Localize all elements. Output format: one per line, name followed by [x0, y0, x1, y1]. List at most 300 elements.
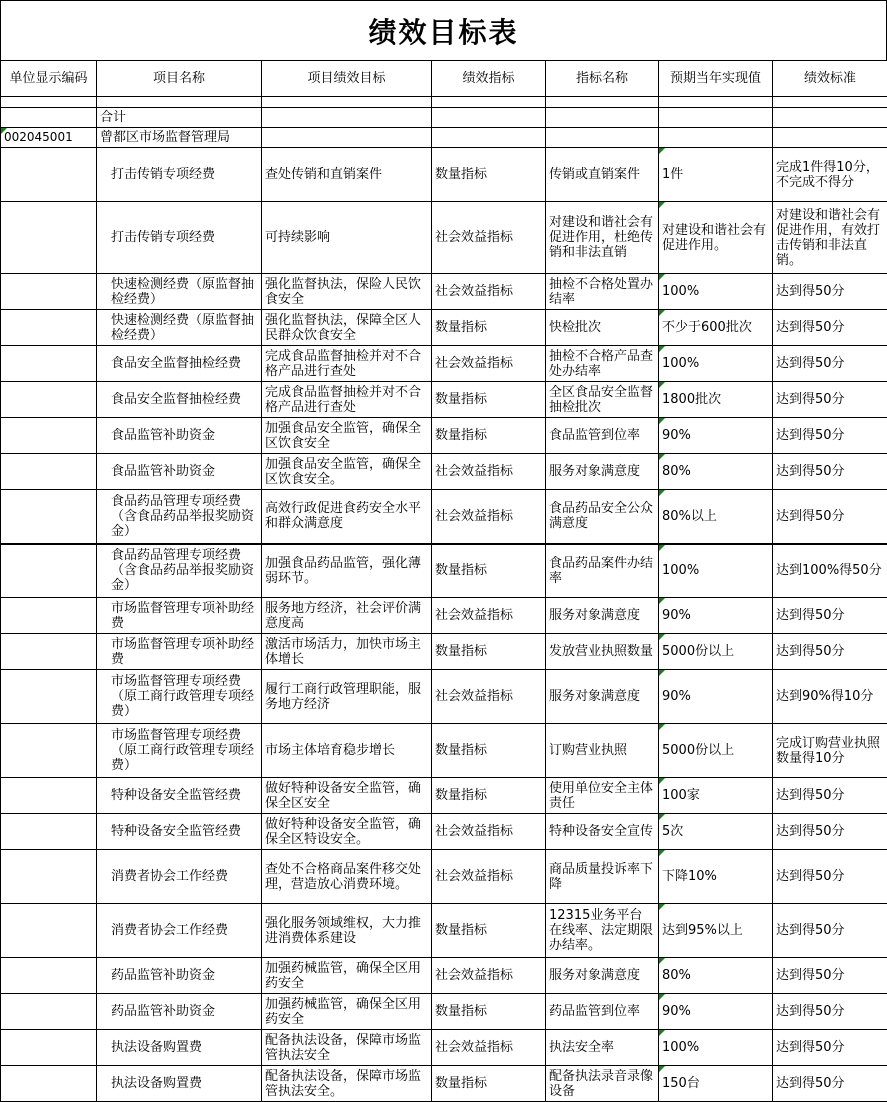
project-goal-cell[interactable]: [262, 598, 432, 634]
standard-text: 达到得50分: [776, 428, 845, 443]
project-goal-text: 加强食品安全监管，确保全区饮食安全。: [265, 457, 421, 487]
table-cell[interactable]: [1, 97, 97, 108]
project-goal-cell[interactable]: [262, 1030, 432, 1066]
indicator-type-text: 数量指标: [435, 743, 487, 758]
indicator-type-cell[interactable]: [432, 490, 546, 544]
indicator-type-cell[interactable]: [432, 1030, 546, 1066]
table-cell[interactable]: [546, 108, 659, 128]
indicator-name-text: 对建设和谐社会有促进作用，杜绝传销和非法直销: [549, 215, 653, 260]
expected-value-text: 达到95%以上: [662, 923, 743, 938]
project-name-text: 食品监管补助资金: [111, 428, 215, 443]
table-cell[interactable]: [1, 108, 97, 128]
expected-value-cell[interactable]: [659, 310, 773, 346]
expected-value-text: 100%: [662, 356, 699, 371]
code-cell[interactable]: [1, 904, 97, 958]
project-name-cell[interactable]: [97, 490, 262, 544]
cell-marker-icon: [659, 310, 665, 316]
project-name-cell[interactable]: [97, 202, 262, 274]
standard-cell[interactable]: [773, 1066, 887, 1102]
project-name-cell[interactable]: [97, 994, 262, 1030]
code-cell[interactable]: [1, 544, 97, 598]
indicator-type-text: 社会效益指标: [435, 509, 513, 524]
standard-text: 达到得50分: [776, 644, 845, 659]
code-cell[interactable]: [1, 1030, 97, 1066]
table-row: [1, 994, 887, 1030]
table-row: [1, 850, 887, 904]
indicator-type-text: 数量指标: [435, 392, 487, 407]
indicator-type-cell[interactable]: [432, 634, 546, 670]
standard-cell[interactable]: [773, 634, 887, 670]
indicator-name-text: 服务对象满意度: [549, 464, 640, 479]
standard-cell[interactable]: [773, 148, 887, 202]
table-cell[interactable]: [773, 128, 887, 148]
indicator-type-cell[interactable]: [432, 778, 546, 814]
indicator-name-cell[interactable]: [546, 1030, 659, 1066]
project-goal-cell[interactable]: [262, 634, 432, 670]
indicator-name-text: 配备执法录音录像设备: [549, 1069, 653, 1099]
expected-value-text: 5000份以上: [662, 743, 734, 758]
indicator-type-cell[interactable]: [432, 202, 546, 274]
expected-value-cell[interactable]: [659, 850, 773, 904]
project-goal-cell[interactable]: [262, 148, 432, 202]
unit-code: 002045001: [4, 130, 73, 144]
project-goal-cell[interactable]: [262, 814, 432, 850]
indicator-type-cell[interactable]: [432, 454, 546, 490]
indicator-type-text: 社会效益指标: [435, 968, 513, 983]
table-row: [1, 382, 887, 418]
project-name-cell[interactable]: [97, 274, 262, 310]
project-goal-cell[interactable]: [262, 850, 432, 904]
standard-cell[interactable]: [773, 724, 887, 778]
indicator-name-cell[interactable]: [546, 382, 659, 418]
indicator-type-cell[interactable]: [432, 994, 546, 1030]
indicator-type-text: 数量指标: [435, 1004, 487, 1019]
project-goal-cell[interactable]: [262, 382, 432, 418]
code-cell[interactable]: [1, 724, 97, 778]
expected-value-cell[interactable]: [659, 778, 773, 814]
code-cell[interactable]: [1, 1066, 97, 1102]
project-goal-text: 强化监督执法，保障全区人民群众饮食安全: [265, 313, 421, 343]
table-row: [1, 724, 887, 778]
expected-value-text: 1件: [662, 167, 683, 182]
table-row: [1, 1030, 887, 1066]
project-goal-text: 做好特种设备安全监管，确保全区安全: [265, 781, 421, 811]
expected-value-text: 5000份以上: [662, 644, 734, 659]
project-goal-cell[interactable]: [262, 724, 432, 778]
project-goal-text: 加强食品安全监管，确保全区饮食安全: [265, 421, 421, 451]
table-row: [1, 202, 887, 274]
project-name-text: 特种设备安全监管经费: [111, 824, 241, 839]
cell-marker-icon: [659, 418, 665, 424]
indicator-name-cell[interactable]: [546, 724, 659, 778]
cell-marker-icon: [659, 346, 665, 352]
standard-cell[interactable]: [773, 454, 887, 490]
indicator-name-text: 服务对象满意度: [549, 689, 640, 704]
table-cell[interactable]: [659, 128, 773, 148]
table-row: [1, 670, 887, 724]
indicator-type-text: 数量指标: [435, 320, 487, 335]
project-name-cell[interactable]: [97, 1030, 262, 1066]
code-cell[interactable]: [1, 454, 97, 490]
header-cell[interactable]: 项目名称: [97, 61, 262, 97]
indicator-name-cell[interactable]: [546, 148, 659, 202]
standard-text: 达到得50分: [776, 968, 845, 983]
cell-marker-icon: [659, 724, 665, 730]
indicator-name-cell[interactable]: [546, 814, 659, 850]
project-name-cell[interactable]: [97, 958, 262, 994]
indicator-name-cell[interactable]: [546, 454, 659, 490]
project-goal-cell[interactable]: [262, 958, 432, 994]
expected-value-text: 80%以上: [662, 509, 717, 524]
indicator-type-cell[interactable]: [432, 904, 546, 958]
table-cell[interactable]: [773, 97, 887, 108]
table-row: [1, 814, 887, 850]
standard-cell[interactable]: [773, 202, 887, 274]
table-row: [1, 490, 887, 544]
indicator-type-text: 数量指标: [435, 1076, 487, 1091]
project-name-cell[interactable]: [97, 850, 262, 904]
project-name-cell[interactable]: [97, 544, 262, 598]
table-cell[interactable]: [546, 97, 659, 108]
standard-text: 达到得50分: [776, 923, 845, 938]
project-name-text: 药品监管补助资金: [111, 1004, 215, 1019]
code-cell[interactable]: [1, 598, 97, 634]
indicator-name-cell[interactable]: [546, 418, 659, 454]
standard-text: 达到得50分: [776, 1040, 845, 1055]
project-name-cell[interactable]: [97, 382, 262, 418]
expected-value-cell[interactable]: [659, 346, 773, 382]
code-cell[interactable]: [1, 202, 97, 274]
expected-value-cell[interactable]: [659, 724, 773, 778]
expected-value-text: 5次: [662, 824, 683, 839]
expected-value-cell[interactable]: [659, 598, 773, 634]
total-label[interactable]: 合计: [97, 108, 262, 128]
table-row: [1, 1066, 887, 1102]
table-cell[interactable]: [262, 97, 432, 108]
standard-cell[interactable]: [773, 346, 887, 382]
expected-value-cell[interactable]: [659, 382, 773, 418]
project-name-text: 特种设备安全监管经费: [111, 788, 241, 803]
header-cell[interactable]: 绩效指标: [432, 61, 546, 97]
standard-cell[interactable]: [773, 814, 887, 850]
project-name-cell[interactable]: [97, 1066, 262, 1102]
indicator-name-text: 食品药品安全公众满意度: [549, 501, 653, 531]
project-name-cell[interactable]: [97, 904, 262, 958]
project-goal-cell[interactable]: [262, 454, 432, 490]
project-goal-cell[interactable]: [262, 544, 432, 598]
cell-marker-icon: [659, 454, 665, 460]
cell-marker-icon: [659, 850, 665, 856]
project-name-cell[interactable]: [97, 418, 262, 454]
indicator-name-cell[interactable]: [546, 778, 659, 814]
indicator-type-cell[interactable]: [432, 958, 546, 994]
standard-text: 达到得50分: [776, 464, 845, 479]
project-name-cell[interactable]: [97, 598, 262, 634]
indicator-type-cell[interactable]: [432, 382, 546, 418]
expected-value-cell[interactable]: [659, 544, 773, 598]
indicator-name-cell[interactable]: [546, 490, 659, 544]
table-cell[interactable]: [546, 128, 659, 148]
project-goal-cell[interactable]: [262, 670, 432, 724]
standard-cell[interactable]: [773, 274, 887, 310]
indicator-name-cell[interactable]: [546, 346, 659, 382]
indicator-name-cell[interactable]: [546, 1066, 659, 1102]
indicator-type-cell[interactable]: [432, 598, 546, 634]
standard-cell[interactable]: [773, 490, 887, 544]
indicator-type-cell[interactable]: [432, 1066, 546, 1102]
project-goal-cell[interactable]: [262, 202, 432, 274]
project-name-cell[interactable]: [97, 148, 262, 202]
unit-row: [1, 128, 887, 148]
unit-name-cell[interactable]: 曾都区市场监督管理局: [97, 128, 262, 148]
expected-value-cell[interactable]: [659, 904, 773, 958]
standard-cell[interactable]: [773, 904, 887, 958]
project-goal-cell[interactable]: [262, 346, 432, 382]
standard-cell[interactable]: [773, 598, 887, 634]
project-name-text: 执法设备购置费: [111, 1076, 202, 1091]
project-name-text: 打击传销专项经费: [111, 167, 215, 182]
expected-value-text: 100家: [662, 788, 700, 803]
standard-text: 达到90%得10分: [776, 689, 873, 704]
code-cell[interactable]: [1, 346, 97, 382]
expected-value-cell[interactable]: [659, 994, 773, 1030]
expected-value-cell[interactable]: [659, 1066, 773, 1102]
standard-cell[interactable]: [773, 310, 887, 346]
project-goal-cell[interactable]: [262, 778, 432, 814]
expected-value-cell[interactable]: [659, 148, 773, 202]
project-goal-cell[interactable]: [262, 904, 432, 958]
table-cell[interactable]: [432, 128, 546, 148]
indicator-type-text: 社会效益指标: [435, 869, 513, 884]
standard-text: 对建设和谐社会有促进作用，有效打击传销和非法直销。: [776, 208, 880, 268]
indicator-name-text: 使用单位安全主体责任: [549, 781, 653, 811]
indicator-name-cell[interactable]: [546, 850, 659, 904]
cell-marker-icon: [659, 958, 665, 964]
project-goal-text: 查处不合格商品案件移交处理，营造放心消费环境。: [265, 862, 421, 892]
indicator-name-cell[interactable]: [546, 994, 659, 1030]
header-cell[interactable]: 预期当年实现值: [659, 61, 773, 97]
expected-value-cell[interactable]: [659, 274, 773, 310]
indicator-type-cell[interactable]: [432, 418, 546, 454]
table-cell[interactable]: [659, 108, 773, 128]
project-goal-text: 加强食品药品监管，强化薄弱环节。: [265, 556, 421, 586]
code-cell[interactable]: [1, 778, 97, 814]
project-name-cell[interactable]: [97, 346, 262, 382]
code-cell[interactable]: [1, 994, 97, 1030]
header-cell[interactable]: 指标名称: [546, 61, 659, 97]
code-cell[interactable]: [1, 490, 97, 544]
indicator-name-cell[interactable]: [546, 310, 659, 346]
project-goal-text: 加强药械监管，确保全区用药安全: [265, 997, 421, 1027]
standard-cell[interactable]: [773, 850, 887, 904]
indicator-type-text: 社会效益指标: [435, 1040, 513, 1055]
standard-cell[interactable]: [773, 544, 887, 598]
indicator-name-text: 食品药品案件办结率: [549, 556, 653, 586]
expected-value-cell[interactable]: [659, 814, 773, 850]
code-cell[interactable]: [1, 670, 97, 724]
project-goal-text: 配备执法设备，保障市场监管执法安全: [265, 1033, 421, 1063]
indicator-name-text: 商品质量投诉率下降: [549, 862, 653, 892]
project-name-text: 药品监管补助资金: [111, 968, 215, 983]
indicator-name-cell[interactable]: [546, 202, 659, 274]
indicator-type-text: 社会效益指标: [435, 230, 513, 245]
sheet-title: 绩效目标表: [0, 0, 887, 60]
project-goal-cell[interactable]: [262, 490, 432, 544]
expected-value-text: 不少于600批次: [662, 320, 752, 335]
table-cell[interactable]: [659, 97, 773, 108]
indicator-name-cell[interactable]: [546, 958, 659, 994]
table-cell[interactable]: [432, 97, 546, 108]
project-name-cell[interactable]: [97, 814, 262, 850]
project-name-text: 市场监督管理专项经费（原工商行政管理专项经费）: [111, 674, 254, 719]
expected-value-text: 80%: [662, 464, 691, 479]
code-cell[interactable]: [1, 418, 97, 454]
expected-value-text: 80%: [662, 968, 691, 983]
indicator-type-cell[interactable]: [432, 670, 546, 724]
expected-value-cell[interactable]: [659, 634, 773, 670]
indicator-type-text: 数量指标: [435, 167, 487, 182]
table-cell[interactable]: [432, 108, 546, 128]
expected-value-cell[interactable]: [659, 1030, 773, 1066]
project-goal-text: 强化监督执法，保险人民饮食安全: [265, 277, 421, 307]
indicator-name-text: 特种设备安全宣传: [549, 824, 653, 839]
expected-value-cell[interactable]: [659, 202, 773, 274]
project-goal-text: 服务地方经济，社会评价满意度高: [265, 601, 421, 631]
table-cell[interactable]: [262, 108, 432, 128]
project-name-cell[interactable]: [97, 634, 262, 670]
indicator-type-cell[interactable]: [432, 346, 546, 382]
code-cell[interactable]: [1, 958, 97, 994]
project-name-text: 食品安全监督抽检经费: [111, 356, 241, 371]
project-goal-text: 完成食品监督抽检并对不合格产品进行查处: [265, 385, 421, 415]
indicator-type-cell[interactable]: [432, 814, 546, 850]
project-name-cell[interactable]: [97, 724, 262, 778]
indicator-type-text: 社会效益指标: [435, 824, 513, 839]
expected-value-cell[interactable]: [659, 490, 773, 544]
project-name-text: 市场监督管理专项补助经费: [111, 637, 254, 667]
indicator-type-cell[interactable]: [432, 544, 546, 598]
standard-text: 达到得50分: [776, 392, 845, 407]
indicator-name-cell[interactable]: [546, 634, 659, 670]
indicator-type-cell[interactable]: [432, 850, 546, 904]
expected-value-cell[interactable]: [659, 958, 773, 994]
project-goal-text: 查处传销和直销案件: [265, 167, 382, 182]
project-name-cell[interactable]: [97, 310, 262, 346]
indicator-name-text: 发放营业执照数量: [549, 644, 653, 659]
expected-value-text: 90%: [662, 428, 691, 443]
project-goal-text: 履行工商行政管理职能，服务地方经济: [265, 682, 421, 712]
indicator-type-cell[interactable]: [432, 310, 546, 346]
standard-cell[interactable]: [773, 670, 887, 724]
project-name-cell[interactable]: [97, 454, 262, 490]
cell-marker-icon: [659, 778, 665, 784]
standard-text: 达到得50分: [776, 356, 845, 371]
project-goal-cell[interactable]: [262, 274, 432, 310]
cell-marker-icon: [1, 128, 7, 134]
code-cell[interactable]: [1, 814, 97, 850]
standard-text: 完成1件得10分，不完成不得分: [776, 160, 879, 190]
expected-value-cell[interactable]: [659, 670, 773, 724]
project-goal-text: 加强药械监管，确保全区用药安全: [265, 961, 421, 991]
standard-cell[interactable]: [773, 778, 887, 814]
expected-value-text: 150台: [662, 1076, 700, 1091]
expected-value-cell[interactable]: [659, 454, 773, 490]
code-cell[interactable]: [1, 148, 97, 202]
expected-value-cell[interactable]: [659, 418, 773, 454]
indicator-name-text: 药品监管到位率: [549, 1004, 640, 1019]
code-cell[interactable]: [1, 310, 97, 346]
indicator-type-text: 数量指标: [435, 923, 487, 938]
project-goal-cell[interactable]: [262, 418, 432, 454]
project-goal-cell[interactable]: [262, 1066, 432, 1102]
expected-value-text: 下降10%: [662, 869, 717, 884]
header-cell[interactable]: 绩效标准: [773, 61, 887, 97]
indicator-name-cell[interactable]: [546, 598, 659, 634]
code-cell[interactable]: [1, 850, 97, 904]
standard-cell[interactable]: [773, 994, 887, 1030]
indicator-name-cell[interactable]: [546, 670, 659, 724]
code-cell[interactable]: [1, 382, 97, 418]
header-cell[interactable]: 单位显示编码: [1, 61, 97, 97]
cell-marker-icon: [659, 904, 665, 910]
cell-marker-icon: [659, 1030, 665, 1036]
standard-cell[interactable]: [773, 958, 887, 994]
header-cell[interactable]: 项目绩效目标: [262, 61, 432, 97]
table-row: [1, 544, 887, 598]
project-goal-text: 配备执法设备，保障市场监管执法安全。: [265, 1069, 421, 1099]
project-name-text: 市场监督管理专项经费（原工商行政管理专项经费）: [111, 728, 254, 773]
expected-value-text: 90%: [662, 689, 691, 704]
project-goal-cell[interactable]: [262, 310, 432, 346]
table-row: [1, 346, 887, 382]
code-cell[interactable]: [1, 634, 97, 670]
indicator-name-text: 12315业务平台在线率、法定期限办结率。: [549, 908, 653, 953]
table-row: [1, 454, 887, 490]
code-cell[interactable]: [1, 274, 97, 310]
expected-value-text: 100%: [662, 284, 699, 299]
cell-marker-icon: [659, 814, 665, 820]
project-name-cell[interactable]: [97, 670, 262, 724]
standard-text: 达到得50分: [776, 509, 845, 524]
indicator-type-text: 数量指标: [435, 644, 487, 659]
project-name-text: 消费者协会工作经费: [111, 923, 228, 938]
standard-cell[interactable]: [773, 1030, 887, 1066]
indicator-type-cell[interactable]: [432, 724, 546, 778]
table-cell[interactable]: [773, 108, 887, 128]
standard-cell[interactable]: [773, 418, 887, 454]
table-row: [1, 310, 887, 346]
project-name-text: 食品监管补助资金: [111, 464, 215, 479]
indicator-type-cell[interactable]: [432, 274, 546, 310]
indicator-name-cell[interactable]: [546, 274, 659, 310]
unit-code-cell[interactable]: [1, 128, 97, 148]
table-cell[interactable]: [262, 128, 432, 148]
standard-text: 达到得50分: [776, 788, 845, 803]
indicator-type-text: 社会效益指标: [435, 689, 513, 704]
project-goal-text: 做好特种设备安全监管，确保全区特设安全。: [265, 817, 421, 847]
project-goal-cell[interactable]: [262, 994, 432, 1030]
indicator-type-cell[interactable]: [432, 148, 546, 202]
standard-cell[interactable]: [773, 382, 887, 418]
indicator-name-cell[interactable]: [546, 544, 659, 598]
project-name-text: 快速检测经费（原监督抽检经费）: [111, 313, 254, 343]
project-name-cell[interactable]: [97, 778, 262, 814]
table-cell[interactable]: [97, 97, 262, 108]
standard-text: 达到得50分: [776, 1004, 845, 1019]
indicator-name-cell[interactable]: [546, 904, 659, 958]
project-name-text: 消费者协会工作经费: [111, 869, 228, 884]
indicator-name-text: 抽检不合格处置办结率: [549, 277, 653, 307]
